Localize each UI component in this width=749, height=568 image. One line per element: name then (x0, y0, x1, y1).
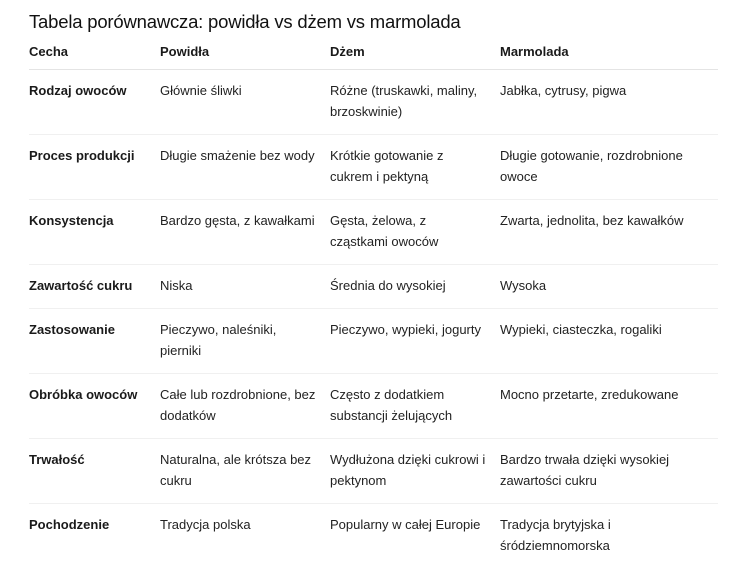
feature-cell: Zawartość cukru (29, 265, 160, 309)
feature-cell: Rodzaj owoców (29, 70, 160, 135)
dzem-cell: Często z dodatkiem substancji żelujących (330, 374, 500, 439)
column-header-powidla: Powidła (160, 40, 330, 70)
powidla-cell: Bardzo gęsta, z kawałkami (160, 200, 330, 265)
feature-cell: Trwałość (29, 439, 160, 504)
marmolada-cell: Bardzo trwała dzięki wysokiej zawartości cukru (500, 439, 718, 504)
marmolada-cell: Jabłka, cytrusy, pigwa (500, 70, 718, 135)
feature-cell: Konsystencja (29, 200, 160, 265)
marmolada-cell: Wypieki, ciasteczka, rogaliki (500, 309, 718, 374)
table-row (29, 439, 718, 504)
feature-cell: Zastosowanie (29, 309, 160, 374)
column-header-marmolada: Marmolada (500, 40, 718, 70)
feature-cell: Proces produkcji (29, 135, 160, 200)
column-header-dzem: Dżem (330, 40, 500, 70)
marmolada-cell: Wysoka (500, 265, 718, 309)
dzem-cell: Różne (truskawki, maliny, brzoskwinie) (330, 70, 500, 135)
table-row (29, 135, 718, 200)
marmolada-cell: Długie gotowanie, rozdrobnione owoce (500, 135, 718, 200)
powidla-cell: Niska (160, 265, 330, 309)
table-row (29, 265, 718, 309)
dzem-cell: Popularny w całej Europie (330, 504, 500, 568)
marmolada-cell: Tradycja brytyjska i śródziemnomorska (500, 504, 718, 568)
dzem-cell: Średnia do wysokiej (330, 265, 500, 309)
powidla-cell: Pieczywo, naleśniki, pierniki (160, 309, 330, 374)
table-header-row (29, 40, 718, 70)
powidla-cell: Naturalna, ale krótsza bez cukru (160, 439, 330, 504)
powidla-cell: Długie smażenie bez wody (160, 135, 330, 200)
table-row (29, 200, 718, 265)
feature-cell: Pochodzenie (29, 504, 160, 568)
powidla-cell: Głównie śliwki (160, 70, 330, 135)
dzem-cell: Krótkie gotowanie z cukrem i pektyną (330, 135, 500, 200)
feature-cell: Obróbka owoców (29, 374, 160, 439)
column-header-feature: Cecha (29, 40, 160, 70)
powidla-cell: Tradycja polska (160, 504, 330, 568)
dzem-cell: Pieczywo, wypieki, jogurty (330, 309, 500, 374)
table-row (29, 70, 718, 135)
marmolada-cell: Zwarta, jednolita, bez kawałków (500, 200, 718, 265)
dzem-cell: Gęsta, żelowa, z cząstkami owoców (330, 200, 500, 265)
table-row (29, 504, 718, 568)
table-row (29, 309, 718, 374)
table-row (29, 374, 718, 439)
marmolada-cell: Mocno przetarte, zredukowane (500, 374, 718, 439)
page-title: Tabela porównawcza: powidła vs dżem vs marmolada (29, 10, 461, 34)
dzem-cell: Wydłużona dzięki cukrowi i pektynom (330, 439, 500, 504)
comparison-table (29, 40, 718, 568)
powidla-cell: Całe lub rozdrobnione, bez dodatków (160, 374, 330, 439)
